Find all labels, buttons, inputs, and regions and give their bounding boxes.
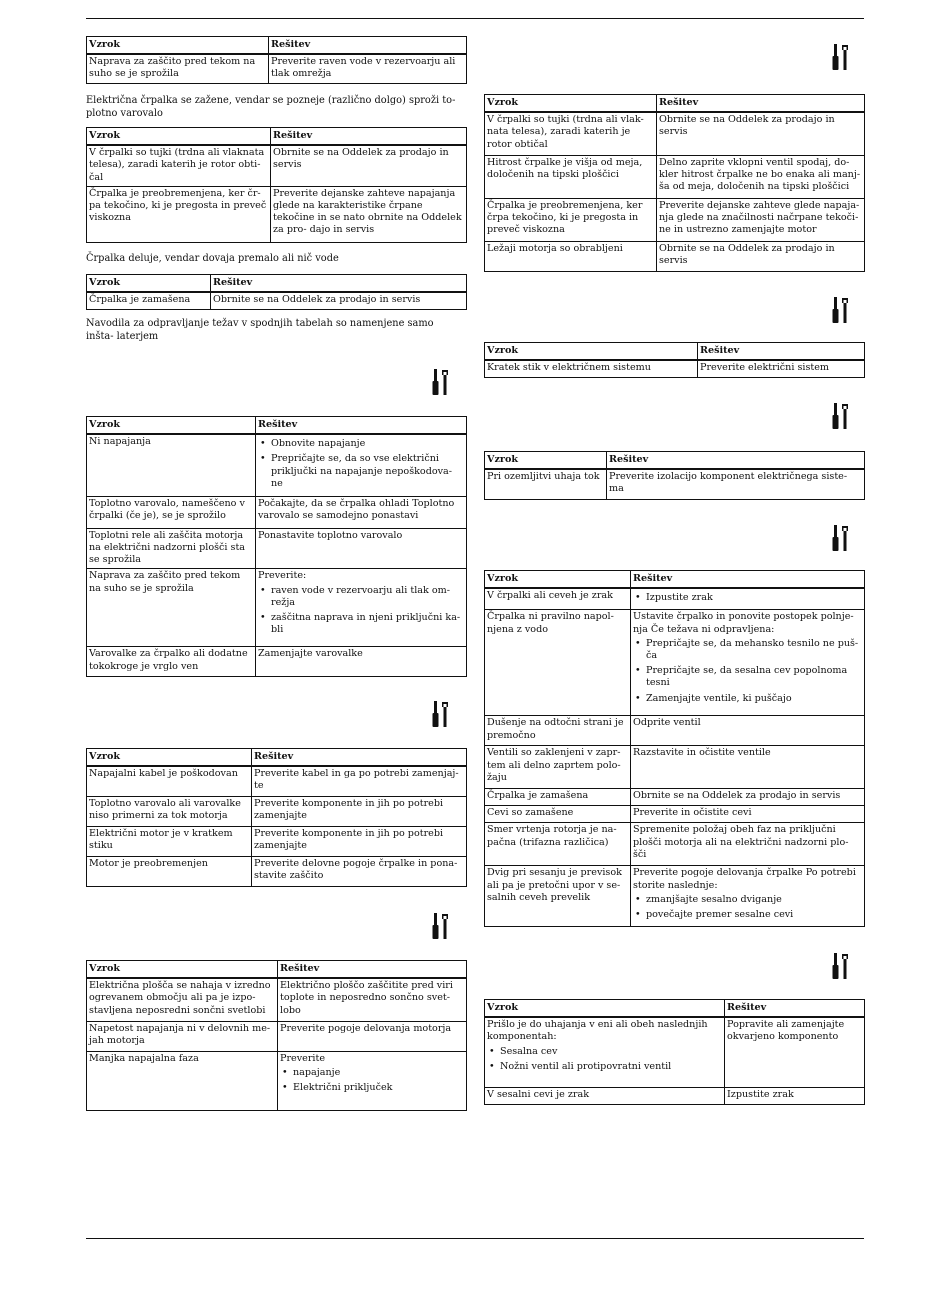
- troubleshooting-table-overload: [484, 94, 865, 272]
- table-header-row: [485, 452, 865, 470]
- solution-cell: [256, 496, 467, 528]
- solution-cell: [631, 866, 865, 927]
- cause-text: Črpalka je preobremenjena, ker črpa tekočino, ki je pregosta in preveč viskozna: [487, 199, 643, 236]
- cause-cell: [485, 469, 607, 499]
- cause-text: Toplotni rele ali zaščita motorja na električni nadzorni plošči sta se sprožila: [89, 529, 246, 566]
- solution-cell: [252, 796, 467, 826]
- table-row: [485, 155, 865, 198]
- solution-cell: [631, 789, 865, 806]
- cause-text: V črpalki so tujki (trdna ali vlaknata telesa), zaradi katerih je rotor obti- čal: [89, 147, 265, 183]
- solution-text: Obrnite se na Oddelek za prodajo in servis: [633, 790, 841, 802]
- solution-list: [280, 1067, 463, 1094]
- cause-text: Naprava za zaščito pred tekom na suho se je sprožila: [89, 570, 241, 594]
- table-row: [485, 112, 865, 155]
- cause-text: Električna plošča se nahaja v izredno ogrevanem območju ali pa je izpo- stavljena neposredni sončni svetlobi: [89, 980, 271, 1016]
- cause-cell: [485, 241, 657, 271]
- cause-text: Hitrost črpalke je višja od meja, določenih na tipski ploščici: [487, 156, 643, 180]
- column-header-cause: Vzrok: [485, 571, 631, 589]
- solution-list: [258, 438, 463, 490]
- solution-text: Obrnite se na Oddelek za prodajo in servis: [273, 147, 449, 171]
- cause-cell: [87, 1051, 278, 1110]
- table-header-row: [485, 343, 865, 361]
- cause-text: Napajalni kabel je poškodovan: [89, 768, 238, 780]
- solution-cell: [698, 360, 865, 377]
- column-header-cause: Vzrok: [87, 417, 256, 435]
- table-header-row: [485, 95, 865, 113]
- table-row: [87, 826, 467, 856]
- cause-cell: [87, 766, 252, 796]
- cause-cell: [87, 145, 271, 186]
- solution-cell: [657, 241, 865, 271]
- troubleshooting-table-low-flow: [86, 274, 467, 310]
- cause-text: Ni napajanja: [89, 436, 151, 448]
- list-item: • Prepričajte se, da so vse električni priključki na napajanje nepoškodova- ne: [258, 453, 463, 490]
- solution-text: Obrnite se na Oddelek za prodajo in servis: [659, 242, 835, 266]
- table-row: [485, 823, 865, 866]
- solution-text: Preverite pogoje delovanja črpalke Po potrebi storite naslednje:: [633, 867, 856, 891]
- cause-text: Ventili so zaklenjeni v zapr- tem ali delno zaprtem polo- žaju: [487, 747, 621, 783]
- solution-text: Preverite kabel in ga po potrebi zamenjaj- te: [254, 768, 459, 792]
- cause-cell: [485, 155, 657, 198]
- table-row: [87, 647, 467, 677]
- tools-icon: [832, 953, 850, 979]
- cause-cell: [87, 647, 256, 677]
- troubleshooting-table-control-panel: [86, 960, 467, 1111]
- troubleshooting-table-no-water: [484, 570, 865, 927]
- solution-cell: [657, 112, 865, 155]
- cause-cell: [87, 528, 256, 569]
- tools-icon: [832, 44, 850, 70]
- solution-list: [633, 894, 861, 921]
- table-row: [87, 186, 467, 242]
- list-item: • zmanjšajte sesalno dviganje: [633, 894, 861, 906]
- table-row: [485, 360, 865, 377]
- tools-icon: [832, 403, 850, 429]
- table-row: [87, 145, 467, 186]
- solution-cell: [631, 716, 865, 746]
- solution-text: Delno zaprite vklopni ventil spodaj, do- kler hitrost črpalke ne bo enaka ali manj- ša od meja, določenih na tipski ploščici: [659, 156, 861, 193]
- column-header-cause: Vzrok: [485, 95, 657, 113]
- list-item: • Obnovite napajanje: [258, 438, 463, 450]
- table-header-row: [87, 417, 467, 435]
- solution-cell: [278, 1051, 467, 1110]
- table-row: [87, 528, 467, 569]
- troubleshooting-table-air-leak: [484, 999, 865, 1105]
- solution-text: Preverite in očistite cevi: [633, 807, 752, 819]
- solution-text: Zamenjajte varovalke: [258, 648, 363, 660]
- cause-cell: [485, 360, 698, 377]
- solution-cell: [278, 1021, 467, 1051]
- solution-cell: [631, 746, 865, 789]
- troubleshooting-table-thermal-trip: [86, 127, 467, 243]
- solution-cell: [278, 978, 467, 1021]
- cause-cell: [87, 978, 278, 1021]
- column-header-cause: Vzrok: [87, 961, 278, 979]
- solution-cell: [252, 766, 467, 796]
- cause-cell: [87, 1021, 278, 1051]
- solution-cell: [252, 856, 467, 886]
- solution-text: Ustavite črpalko in ponovite postopek polnje- nja Če težava ni odpravljena:: [633, 611, 854, 635]
- cause-text: Električni motor je v kratkem stiku: [89, 827, 233, 851]
- cause-text: Pri ozemljitvi uhaja tok: [487, 471, 600, 483]
- solution-cell: [256, 647, 467, 677]
- cause-text: Dušenje na odtočni strani je premočno: [487, 717, 624, 741]
- column-header-cause: Vzrok: [485, 452, 607, 470]
- table-row: [87, 434, 467, 496]
- column-header-solution: Rešitev: [698, 343, 865, 361]
- solution-cell: [211, 292, 467, 309]
- cause-cell: [87, 569, 256, 647]
- cause-cell: [87, 292, 211, 309]
- table-row: [87, 292, 467, 309]
- solution-cell: [256, 434, 467, 496]
- table-row: [87, 796, 467, 826]
- cause-text: Prišlo je do uhajanja v eni ali obeh naslednjih komponentah:: [487, 1019, 708, 1043]
- cause-text: Varovalke za črpalko ali dodatne tokokroge je vrglo ven: [89, 648, 248, 672]
- solution-text: Izpustite zrak: [727, 1088, 794, 1100]
- solution-cell: [631, 806, 865, 823]
- table-row: [87, 1051, 467, 1110]
- column-header-solution: Rešitev: [256, 417, 467, 435]
- cause-text: Črpalka ni pravilno napol- njena z vodo: [487, 611, 614, 635]
- cause-cell: [87, 54, 269, 83]
- table-row: [87, 54, 467, 83]
- cause-text: Črpalka je preobremenjena, ker čr- pa tekočino, ki je pregosta in preveč viskozna: [89, 187, 267, 224]
- solution-text: Spremenite položaj obeh faz na priključni plošči motorja ali na električni nadzorni plo- šči: [633, 824, 849, 860]
- table-header-row: [87, 749, 467, 767]
- table-row: [87, 978, 467, 1021]
- list-item: • raven vode v rezervoarju ali tlak om- režja: [258, 585, 463, 609]
- solution-text: Preverite pogoje delovanja motorja: [280, 1022, 452, 1034]
- installer-note: Navodila za odpravljanje težav v spodnjih tabelah so namenjene samo inšta- laterjem: [86, 318, 434, 342]
- solution-list: [258, 585, 463, 637]
- cause-text: Motor je preobremenjen: [89, 857, 208, 869]
- solution-cell: [725, 1017, 865, 1087]
- column-header-solution: Rešitev: [657, 95, 865, 113]
- troubleshooting-table-no-start: [86, 416, 467, 677]
- solution-cell: [657, 155, 865, 198]
- column-header-cause: Vzrok: [87, 749, 252, 767]
- solution-text: Preverite električni sistem: [700, 362, 830, 374]
- column-header-cause: Vzrok: [485, 1000, 725, 1018]
- table-header-row: [87, 275, 467, 293]
- table-row: [87, 766, 467, 796]
- cause-cell: [485, 610, 631, 716]
- cause-cell: [87, 856, 252, 886]
- troubleshooting-table-motor-protection: [86, 748, 467, 887]
- column-header-cause: Vzrok: [485, 343, 698, 361]
- cause-list: [487, 1046, 721, 1073]
- cause-text: Manjka napajalna faza: [89, 1052, 199, 1064]
- table-row: [485, 1087, 865, 1104]
- cause-cell: [485, 806, 631, 823]
- intro-text-low-flow: Črpalka deluje, vendar dovaja premalo ali nič vode: [86, 253, 339, 264]
- table-header-row: [87, 128, 467, 146]
- table-row: [87, 496, 467, 528]
- cause-cell: [485, 1087, 725, 1104]
- solution-cell: [256, 569, 467, 647]
- solution-text: Preverite dejanske zahteve napajanja glede na karakteristike črpane tekočine in se nato obrnite na Oddelek za pro- dajo in servis: [273, 187, 462, 236]
- column-header-solution: Rešitev: [271, 128, 467, 146]
- column-header-solution: Rešitev: [269, 37, 467, 55]
- table-row: [485, 241, 865, 271]
- troubleshooting-table-dry-run: [86, 36, 467, 84]
- column-header-solution: Rešitev: [278, 961, 467, 979]
- solution-cell: [631, 588, 865, 610]
- cause-cell: [485, 866, 631, 927]
- table-row: [485, 789, 865, 806]
- column-header-cause: Vzrok: [87, 275, 211, 293]
- bottom-rule: [86, 1238, 864, 1239]
- list-item: • povečajte premer sesalne cevi: [633, 909, 861, 921]
- cause-cell: [87, 186, 271, 242]
- solution-text: Obrnite se na Oddelek za prodajo in servis: [659, 114, 835, 138]
- cause-cell: [485, 746, 631, 789]
- solution-cell: [269, 54, 467, 83]
- cause-text: Dvig pri sesanju je previsok ali pa je pretočni upor v se- salnih ceveh prevelik: [487, 867, 622, 903]
- column-header-solution: Rešitev: [725, 1000, 865, 1018]
- column-header-solution: Rešitev: [607, 452, 865, 470]
- table-row: [485, 469, 865, 499]
- cause-cell: [485, 112, 657, 155]
- tools-icon: [432, 913, 450, 939]
- table-row: [485, 198, 865, 241]
- troubleshooting-table-earth-leakage: [484, 451, 865, 500]
- table-row: [87, 856, 467, 886]
- solution-cell: [271, 186, 467, 242]
- column-header-solution: Rešitev: [252, 749, 467, 767]
- solution-text: Električno ploščo zaščitite pred viri toplote in neposredno sončno svet- lobo: [280, 980, 453, 1016]
- column-header-solution: Rešitev: [631, 571, 865, 589]
- solution-list: [633, 638, 861, 705]
- solution-text: Preverite dejanske zahteve glede napaja- nja glede na značilnosti načrpane tekoči- ne in ustrezno zamenjajte motor: [659, 199, 860, 236]
- cause-text: Toplotno varovalo ali varovalke niso primerni za tok motorja: [89, 797, 241, 821]
- table-row: [485, 806, 865, 823]
- cause-text: Napetost napajanja ni v delovnih me- jah motorja: [89, 1022, 271, 1046]
- tools-icon: [832, 297, 850, 323]
- solution-text: Preverite: [280, 1052, 326, 1064]
- list-item: • Nožni ventil ali protipovratni ventil: [487, 1061, 721, 1073]
- cause-cell: [485, 588, 631, 610]
- solution-cell: [252, 826, 467, 856]
- cause-text: V sesalni cevi je zrak: [487, 1088, 590, 1100]
- cause-cell: [485, 716, 631, 746]
- table-header-row: [87, 37, 467, 55]
- solution-text: Počakajte, da se črpalka ohladi Toplotno varovalo se samodejno ponastavi: [258, 497, 455, 521]
- table-header-row: [485, 571, 865, 589]
- list-item: • Zamenjajte ventile, ki puščajo: [633, 693, 861, 705]
- solution-text: Preverite raven vode v rezervoarju ali tlak omrežja: [271, 56, 456, 80]
- cause-text: Smer vrtenja rotorja je na- pačna (trifazna različica): [487, 824, 617, 848]
- cause-text: V črpalki ali ceveh je zrak: [487, 590, 613, 602]
- cause-cell: [87, 796, 252, 826]
- cause-text: Črpalka je zamašena: [487, 790, 589, 802]
- cause-cell: [87, 496, 256, 528]
- table-row: [485, 716, 865, 746]
- solution-cell: [607, 469, 865, 499]
- solution-text: Preverite komponente in jih po potrebi zamenjajte: [254, 827, 444, 851]
- cause-cell: [485, 823, 631, 866]
- table-row: [485, 610, 865, 716]
- cause-cell: [87, 434, 256, 496]
- cause-text: Kratek stik v električnem sistemu: [487, 362, 651, 374]
- solution-cell: [631, 823, 865, 866]
- solution-text: Ponastavite toplotno varovalo: [258, 529, 403, 541]
- table-header-row: [87, 961, 467, 979]
- solution-cell: [657, 198, 865, 241]
- solution-list: [633, 592, 861, 604]
- column-header-solution: Rešitev: [211, 275, 467, 293]
- table-row: [485, 866, 865, 927]
- table-row: [485, 1017, 865, 1087]
- cause-cell: [485, 198, 657, 241]
- cause-text: V črpalki so tujki (trdna ali vlak- nata telesa), zaradi katerih je rotor obtičal: [487, 114, 644, 150]
- solution-text: Preverite delovne pogoje črpalke in pona- stavite zaščito: [254, 857, 458, 881]
- troubleshooting-table-short-circuit: [484, 342, 865, 378]
- list-item: • Sesalna cev: [487, 1046, 721, 1058]
- list-item: • Prepričajte se, da mehansko tesnilo ne puš- ča: [633, 638, 861, 662]
- cause-cell: [485, 789, 631, 806]
- solution-text: Obrnite se na Oddelek za prodajo in servis: [213, 294, 421, 306]
- table-row: [87, 1021, 467, 1051]
- list-item: • Električni priključek: [280, 1082, 463, 1094]
- tools-icon: [832, 525, 850, 551]
- solution-text: Popravite ali zamenjajte okvarjeno komponento: [727, 1019, 845, 1043]
- solution-text: Razstavite in očistite ventile: [633, 747, 771, 759]
- cause-cell: [485, 1017, 725, 1087]
- cause-text: Naprava za zaščito pred tekom na suho se je sprožila: [89, 56, 256, 80]
- tools-icon: [432, 369, 450, 395]
- solution-cell: [256, 528, 467, 569]
- tools-icon: [432, 701, 450, 727]
- list-item: • Izpustite zrak: [633, 592, 861, 604]
- table-row: [485, 746, 865, 789]
- table-header-row: [485, 1000, 865, 1018]
- solution-cell: [631, 610, 865, 716]
- intro-text-fuse: Električna črpalka se zažene, vendar se pozneje (različno dolgo) sproži to- plotno varovalo: [86, 95, 456, 119]
- solution-text: Preverite izolacijo komponent električnega siste- ma: [609, 471, 848, 495]
- list-item: • zaščitna naprava in njeni priključni ka- bli: [258, 612, 463, 636]
- cause-text: Ležaji motorja so obrabljeni: [487, 242, 623, 254]
- cause-cell: [87, 826, 252, 856]
- list-item: • Prepričajte se, da sesalna cev popolnoma tesni: [633, 665, 861, 689]
- column-header-cause: Vzrok: [87, 128, 271, 146]
- cause-text: Črpalka je zamašena: [89, 294, 191, 306]
- cause-text: Cevi so zamašene: [487, 807, 574, 819]
- table-row: [485, 588, 865, 610]
- solution-cell: [725, 1087, 865, 1104]
- list-item: • napajanje: [280, 1067, 463, 1079]
- solution-text: Preverite:: [258, 570, 307, 582]
- cause-text: Toplotno varovalo, nameščeno v črpalki (če je), se je sprožilo: [89, 497, 245, 521]
- solution-text: Odprite ventil: [633, 717, 701, 729]
- top-rule: [86, 18, 864, 19]
- solution-text: Preverite komponente in jih po potrebi zamenjajte: [254, 797, 444, 821]
- table-row: [87, 569, 467, 647]
- solution-cell: [271, 145, 467, 186]
- column-header-cause: Vzrok: [87, 37, 269, 55]
